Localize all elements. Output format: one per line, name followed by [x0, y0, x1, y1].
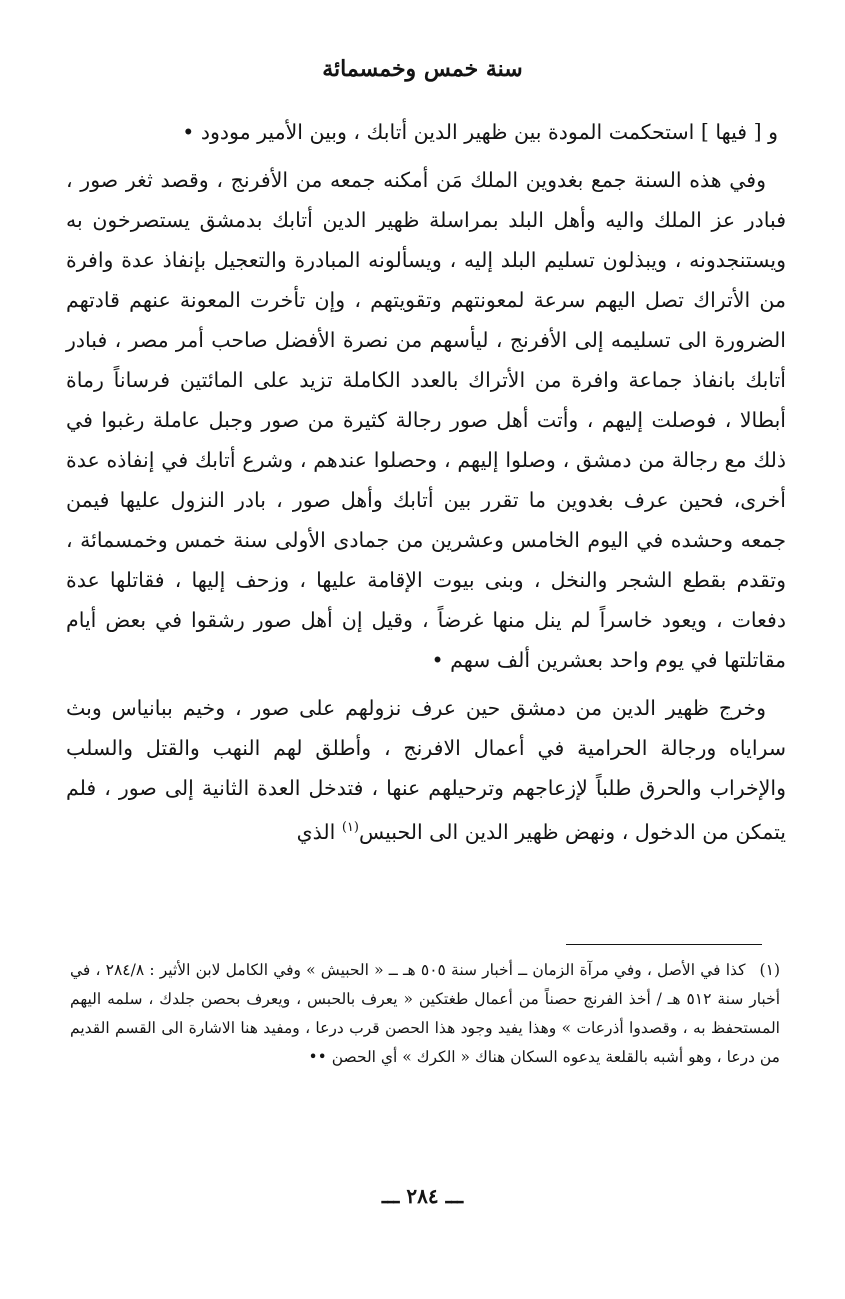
footnote-text: كذا في الأصل ، وفي مرآة الزمان ــ أخبار سنة ٥٠٥ هـ ــ « الحبيش » وفي الكامل لابن الأثير : ٢٨٤/٨ ، في أخبار سنة ٥١٢ هـ / أخذ الفرنج حصناً من أعمال طغتكين « يعرف بالحبس ، ويعرف بحصن جلدك ، سلمه اليهم المستحفظ به ، وقصدوا أذرعات » وهذا يفيد وجود هذا الحصن قرب درعا ، ومفيد هنا الاشارة الى القسم القديم من درعا ، وهو أشبه بالقلعة يدعوه السكان هناك « الكرك » أي الحصن ••: [70, 961, 780, 1066]
running-header: سنة خمس وخمسمائة: [322, 56, 523, 82]
footnote-number: (١): [759, 961, 780, 979]
paragraph: و [ فيها ] استحكمت المودة بين ظهير الدين أتابك ، وبين الأمير مودود •: [182, 120, 778, 144]
footnote-separator: [566, 944, 762, 945]
footnotes: [70, 956, 780, 1072]
paragraph: وفي هذه السنة جمع بغدوين الملك مَن أمكنه جمعه من الأفرنج ، وقصد ثغر صور ، فبادر عز الملك واليه وأهل البلد بمراسلة ظهير الدين أتابك بدمشق يستصرخون به ويستنجدونه ، ويبذلون تسليم البلد إليه ، ويسألونه المبادرة والتعجيل بإنفاذ عدة وافرة من الأتراك تصل اليهم سرعة لمعونتهم وتقويتهم ، وإن تأخرت المعونة عنهم قادتهم الضرورة الى تسليمه إلى الأفرنج ، ليأسهم من نصرة الأفضل صاحب أمر مصر ، فبادر أتابك بانفاذ جماعة وافرة من الأتراك بالعدد الكاملة تزيد على المائتين فرساناً رماة أبطالا ، فوصلت إليهم ، وأتت أهل صور رجالة كثيرة من صور وجبل عاملة رغبوا في ذلك مع رجالة من دمشق ، وصلوا إليهم ، وحصلوا عندهم ، وشرع أتابك في إنفاذه عدة أخرى، فحين عرف بغدوين ما تقرر بين أتابك وأهل صور ، بادر النزول عليها فيمن جمعه وحشده في اليوم الخامس وعشرين من جمادى الأولى سنة خمس وخمسمائة ، وتقدم بقطع الشجر والنخل ، وبنى بيوت الإقامة عليها ، وزحف إليها ، فقاتلها عدة دفعات ، ويعود خاسراً لم ينل منها غرضاً ، وقيل إن أهل صور رشقوا في بعض أيام مقاتلتها في يوم واحد بعشرين ألف سهم •: [66, 168, 786, 672]
page-number: ـــ ٢٨٤ ـــ: [381, 1184, 464, 1208]
paragraph: [66, 688, 786, 852]
paragraph-text: وخرج ظهير الدين من دمشق حين عرف نزولهم على صور ، وخيم ببانياس وبث سراياه ورجالة الحرامية في أعمال الافرنج ، وأطلق لهم النهب والقتل والسلب والإخراب والحرق طلباً لإزعاجهم وترحيلهم عنها ، فتدخل العدة الثانية إلى صور ، فلم يتمكن من الدخول ، ونهض ظهير الدين الى الحبيس: [66, 696, 786, 844]
main-text: [66, 112, 786, 860]
footnote-reference[interactable]: (١): [341, 820, 359, 835]
paragraph-tail: الذي: [296, 819, 342, 844]
